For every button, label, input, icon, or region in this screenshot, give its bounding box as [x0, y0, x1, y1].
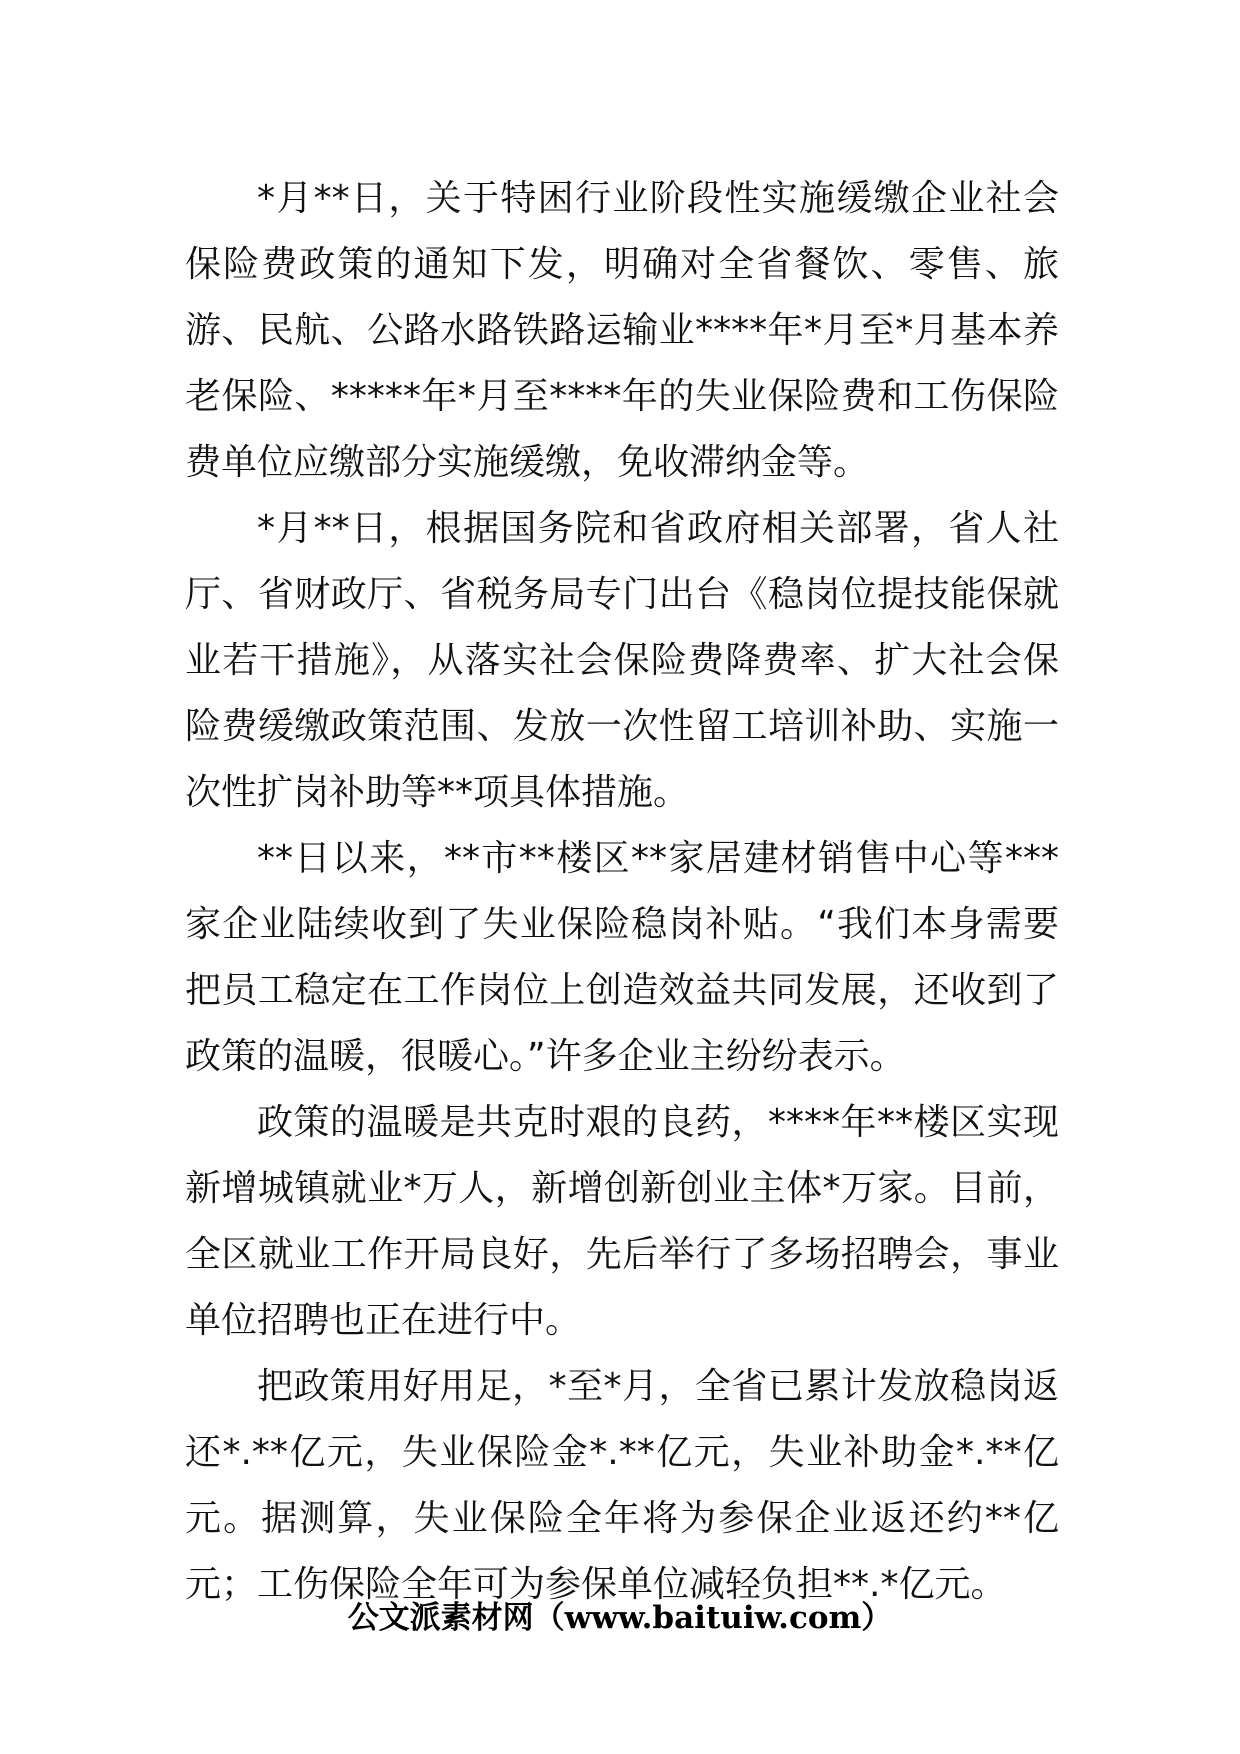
- paragraph-1: *月**日，关于特困行业阶段性实施缓缴企业社会保险费政策的通知下发，明确对全省餐饮、零售、旅游、民航、公路水路铁路运输业****年*月至*月基本养老保险、*****年*月至****年的失业保险费和工伤保险费单位应缴部分实施缓缴，免收滞纳金等。: [185, 178, 1059, 483]
- paragraph-2: *月**日，根据国务院和省政府相关部署，省人社厅、省财政厅、省税务局专门出台《稳岗位提技能保就业若干措施》，从落实社会保险费降费率、扩大社会保险费缓缴政策范围、发放一次性留工培训补助、实施一次性扩岗补助等**项具体措施。: [185, 508, 1059, 813]
- paragraph-3: **日以来，**市**楼区**家居建材销售中心等***家企业陆续收到了失业保险稳岗补贴。“我们本身需要把员工稳定在工作岗位上创造效益共同发展，还收到了政策的温暖，很暖心。”许多企业主纷纷表示。: [185, 838, 1059, 1077]
- paragraph-5: 把政策用好用足，*至*月，全省已累计发放稳岗返还*.**亿元，失业保险金*.**亿元，失业补助金*.**亿元。据测算，失业保险全年将为参保企业返还约**亿元；工伤保险全年可为参保单位减轻负担**.*亿元。: [185, 1366, 1059, 1605]
- source-footer: 公文派素材网（www.baituiw.com）: [347, 1600, 893, 1636]
- paragraph-4: 政策的温暖是共克时艰的良药，****年**楼区实现新增城镇就业*万人，新增创新创业主体*万家。目前，全区就业工作开局良好，先后举行了多场招聘会，事业单位招聘也正在进行中。: [185, 1102, 1059, 1341]
- document-body: [185, 166, 1059, 1618]
